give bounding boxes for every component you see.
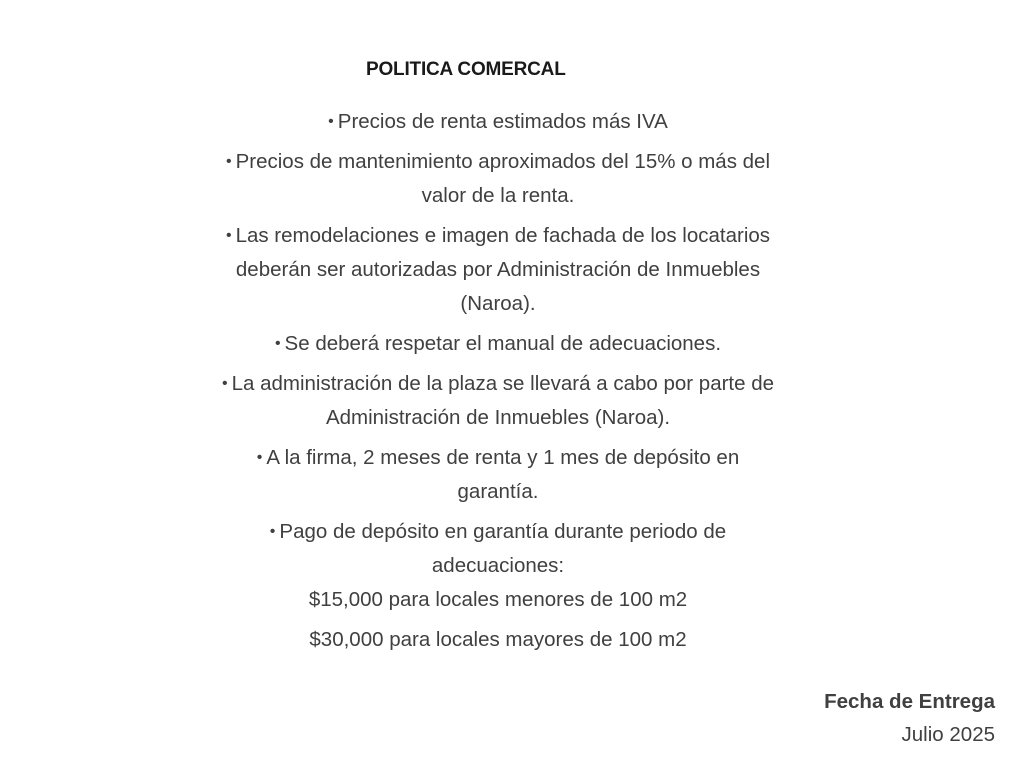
policy-item-text: Pago de depósito en garantía durante periodo de adecuaciones: [279,520,727,577]
delivery-date-block [824,685,995,751]
policy-item-text: Precios de renta estimados más IVA [337,110,668,133]
bullet-icon: • [328,113,334,130]
bullet-icon: • [221,375,228,392]
policy-item [188,515,808,657]
bullet-icon: • [274,335,281,352]
policy-item [188,367,808,435]
bullet-icon: • [225,227,232,244]
policy-item [188,219,808,321]
deposit-line: $30,000 para locales mayores de 100 m2 [309,628,687,651]
page-title: POLITICA COMERCAL [366,59,566,80]
delivery-date-value: Julio 2025 [901,723,995,746]
deposit-line: $15,000 para locales menores de 100 m2 [308,588,688,611]
policy-item-text: A la firma, 2 meses de renta y 1 mes de depósito en garantía. [266,446,740,503]
bullet-icon: • [269,523,276,540]
bullet-icon: • [256,449,263,466]
policy-item [188,105,808,139]
policy-list [188,105,808,663]
policy-item [188,145,808,213]
policy-item [188,327,808,361]
policy-item-text: Precios de mantenimiento aproximados del 15% o más del valor de la renta. [235,150,771,207]
policy-item-text: Se deberá respetar el manual de adecuaciones. [284,332,722,355]
policy-item-text: Las remodelaciones e imagen de fachada de los locatarios deberán ser autorizadas por Administración de Inmuebles (Naroa). [235,224,771,315]
policy-item [188,441,808,509]
delivery-date-label: Fecha de Entrega [824,690,995,713]
bullet-icon: • [225,153,232,170]
policy-item-text: La administración de la plaza se llevará a cabo por parte de Administración de Inmuebles (Naroa). [231,372,775,429]
